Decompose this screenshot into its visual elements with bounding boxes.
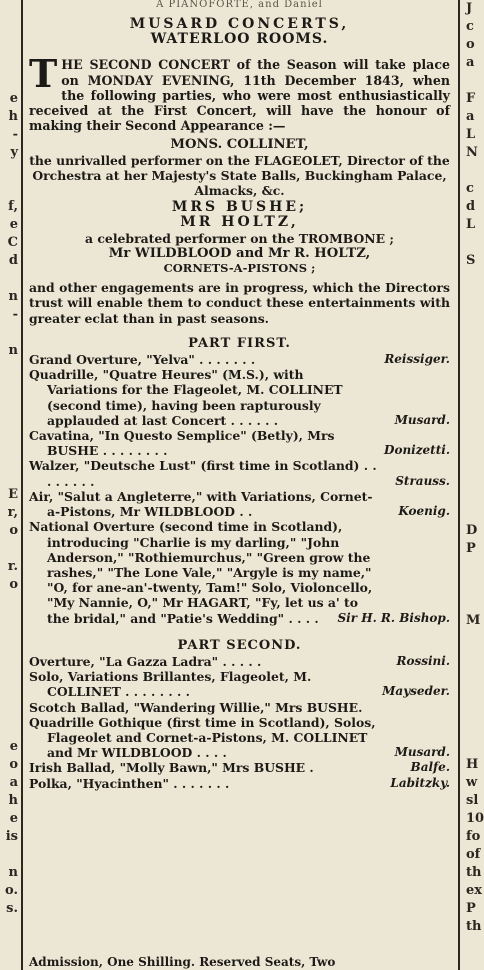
programme-item (29, 428, 450, 458)
column-fragment-char: N (466, 145, 478, 160)
column-fragment-char: o (9, 577, 18, 592)
performer-description: a celebrated performer on the TROMBONE ; (85, 230, 394, 246)
programme-item (29, 776, 450, 791)
column-fragment-char (466, 504, 480, 522)
column-fragment-char: h (8, 109, 18, 124)
performer-description: CORNETS-A-PISTONS ; (163, 261, 316, 276)
column-fragment-char: a (466, 55, 475, 70)
composer-name: Donizetti. (384, 443, 450, 458)
column-fragment-char (466, 594, 480, 612)
programme-item-text: Scotch Ballad, "Wandering Willie," Mrs BUSHE. (29, 699, 363, 715)
column-fragment-char: 10 (466, 811, 484, 826)
column-fragment-char (0, 324, 18, 342)
column-fragment-char (0, 846, 18, 864)
drop-cap: T (29, 51, 58, 97)
programme-item (29, 760, 450, 775)
intro-text: HE SECOND CONCERT of the Season will take place on MONDAY EVENING, 11th December 1843, when the following parties, who were most enthusiastically received at the First Concert, will have the honour of making their Second Appearance :— (29, 57, 450, 134)
column-fragment-char (0, 468, 18, 486)
part-first-programme (29, 352, 450, 626)
composer-name: Rossini. (396, 653, 450, 668)
column-fragment-char (0, 0, 18, 18)
composer-name: Strauss. (395, 473, 450, 488)
column-fragment-char (0, 648, 18, 666)
column-fragment-char: ex (466, 883, 483, 898)
column-fragment-char (0, 72, 18, 90)
column-fragment-char: E (8, 487, 18, 502)
column-fragment-char (0, 666, 18, 684)
column-fragment-char: o (9, 523, 18, 538)
column-fragment-char (0, 450, 18, 468)
composer-name: Koenig. (398, 504, 450, 519)
column-fragment-char (466, 450, 480, 468)
column-fragment-char: r. (7, 559, 18, 574)
column-fragment-char: d (8, 253, 18, 268)
column-fragment-char: c (466, 19, 474, 34)
column-fragment-char (466, 396, 480, 414)
column-fragment-char (466, 684, 480, 702)
column-fragment-char (466, 720, 480, 738)
column-fragment-char: S (466, 253, 476, 268)
performer-name: MR HOLTZ, (180, 214, 299, 231)
programme-item (29, 519, 450, 625)
column-fragment-char (466, 306, 480, 324)
column-fragment-char: P (466, 541, 476, 556)
concert-advertisement (29, 0, 450, 791)
column-rule-left (21, 0, 23, 970)
programme-item-text: Quadrille, "Quatre Heures" (M.S.), with Variations for the Flageolet, M. COLLINET (second time), having been rapturously applauded at last Concert . . . . . . (29, 367, 343, 428)
column-fragment-char: M (466, 613, 481, 628)
column-fragment-char: L (466, 217, 476, 232)
programme-item (29, 367, 450, 428)
column-fragment-char: e (9, 739, 18, 754)
column-fragment-char: H (466, 757, 479, 772)
column-fragment-char (466, 486, 480, 504)
column-fragment-char (0, 54, 18, 72)
column-rule-right (458, 0, 460, 970)
ad-title: MUSARD CONCERTS, (129, 16, 350, 32)
programme-item (29, 489, 450, 519)
performer-name: MRS BUSHE; (171, 199, 308, 216)
column-fragment-char (466, 630, 480, 648)
column-fragment-char (466, 162, 480, 180)
column-fragment-char (466, 558, 480, 576)
column-fragment-char: e (9, 217, 18, 232)
ad-subtitle: WATERLOO ROOMS. (150, 31, 329, 48)
column-fragment-char: of (466, 847, 481, 862)
column-fragment-char: r, (7, 505, 18, 520)
column-fragment-char (466, 738, 480, 756)
column-fragment-char: - (12, 307, 18, 322)
column-fragment-char (466, 360, 480, 378)
column-fragment-char: sl (466, 793, 479, 808)
column-fragment-char (0, 720, 18, 738)
column-fragment-char (0, 36, 18, 54)
performer-description: the unrivalled performer on the FLAGEOLET, Director of the Orchestra at her Majesty's State Balls, Buckingham Palace, Almacks, &c. (29, 152, 450, 199)
column-fragment-char: P (466, 901, 476, 916)
column-fragment-char: D (466, 523, 478, 538)
programme-item-text: Walzer, "Deutsche Lust" (first time in Scotland) . . . . . . . . (29, 458, 377, 489)
column-fragment-char: o (466, 37, 475, 52)
programme-item (29, 352, 450, 367)
column-fragment-char: n (8, 289, 18, 304)
column-fragment-char: n (8, 343, 18, 358)
performer-name: Mr WILDBLOOD and Mr R. HOLTZ, (108, 245, 371, 261)
column-fragment-char: o (9, 757, 18, 772)
column-fragment-char (0, 432, 18, 450)
column-fragment-char: is (5, 829, 18, 844)
column-fragment-char (0, 540, 18, 558)
previous-ad-fragment: A PIANOFORTE, and Daniel (156, 0, 323, 10)
programme-item-text: National Overture (second time in Scotland), introducing "Charlie is my darling," "John Anderson," "Rothiemurchus," "Green grow the rashes," "The Lone Vale," "Argyle is my name," "O, for ane-an'-twenty, Tam!" Solo, Violoncello, "My Nannie, O," Mr HAGART, "Fy, let us a' to the bridal," and "Patie's Wedding" . . . . (29, 519, 373, 626)
column-fragment-char (0, 162, 18, 180)
column-fragment-char (466, 576, 480, 594)
programme-item-text: Grand Overture, "Yelva" . . . . . . . (29, 352, 256, 368)
programme-item-text: Quadrille Gothique (first time in Scotland), Solos, Flageolet and Cornet-a-Pistons, M. COLLINET and Mr WILDBLOOD . . . . (29, 714, 376, 761)
programme-item-text: Cavatina, "In Questo Semplice" (Betly), Mrs BUSHE . . . . . . . . (29, 428, 335, 459)
programme-item-text: Air, "Salut a Angleterre," with Variations, Cornet-a-Pistons, Mr WILDBLOOD . . (29, 488, 373, 520)
programme-item-text: Irish Ballad, "Molly Bawn," Mrs BUSHE . (29, 760, 314, 776)
composer-name: Balfe. (410, 760, 450, 775)
part-second-programme (29, 654, 450, 791)
programme-item-text: Overture, "La Gazza Ladra" . . . . . (29, 653, 262, 669)
column-fragment-char (466, 468, 480, 486)
column-fragment-char: e (9, 91, 18, 106)
column-fragment-char (466, 666, 480, 684)
right-column-fragment (462, 0, 484, 970)
programme-item-text: Solo, Variations Brillantes, Flageolet, M. COLLINET . . . . . . . . (29, 669, 312, 700)
column-fragment-char: a (466, 109, 475, 124)
composer-name: Musard. (394, 745, 450, 760)
column-fragment-char: d (466, 199, 476, 214)
column-fragment-char (466, 648, 480, 666)
column-fragment-char (466, 702, 480, 720)
column-fragment-char: - (12, 127, 18, 142)
column-fragment-char (0, 612, 18, 630)
left-column-fragment (0, 0, 20, 970)
column-fragment-char: C (7, 235, 18, 250)
footer-fragment: Admission, One Shilling. Reserved Seats, Two (29, 955, 336, 969)
column-fragment-char: w (466, 775, 478, 790)
column-fragment-char (0, 630, 18, 648)
column-fragment-char: th (466, 865, 482, 880)
composer-name: Mayseder. (382, 684, 450, 699)
composer-name: Labitzky. (390, 775, 450, 790)
column-fragment-char: L (466, 127, 476, 142)
column-fragment-char (0, 594, 18, 612)
column-fragment-char (0, 180, 18, 198)
column-fragment-char (0, 684, 18, 702)
column-fragment-char: th (466, 919, 482, 934)
programme-item (29, 715, 450, 761)
column-fragment-char (0, 702, 18, 720)
column-fragment-char (0, 414, 18, 432)
column-fragment-char: e (9, 811, 18, 826)
column-fragment-char: J (466, 1, 473, 16)
part-first-heading: PART FIRST. (188, 335, 291, 351)
part-second-heading: PART SECOND. (177, 637, 302, 653)
column-fragment-char (466, 378, 480, 396)
column-fragment-char (466, 432, 480, 450)
programme-item-text: Polka, "Hyacinthen" . . . . . . . (29, 775, 230, 791)
column-fragment-char: fo (466, 829, 481, 844)
column-fragment-char (0, 270, 18, 288)
column-fragment-char (466, 342, 480, 360)
composer-name: Sir H. R. Bishop. (337, 610, 450, 625)
column-fragment-char (0, 378, 18, 396)
column-fragment-char: c (466, 181, 474, 196)
column-fragment-char (0, 18, 18, 36)
column-fragment-char (466, 72, 480, 90)
column-fragment-char: n (8, 865, 18, 880)
column-fragment-char: F (466, 91, 476, 106)
programme-item (29, 669, 450, 699)
column-fragment-char: f, (8, 199, 18, 214)
column-fragment-char: o. (5, 883, 18, 898)
column-fragment-char: s. (6, 901, 18, 916)
intro-paragraph (29, 51, 450, 134)
column-fragment-char (0, 360, 18, 378)
column-fragment-char: h (8, 793, 18, 808)
column-fragment-char (466, 234, 480, 252)
column-fragment-char: a (9, 775, 18, 790)
performer-name: MONS. COLLINET, (170, 137, 309, 153)
column-fragment-char: y (10, 145, 18, 160)
column-fragment-char (466, 324, 480, 342)
programme-item (29, 458, 450, 488)
programme-item (29, 700, 450, 715)
column-fragment-char (466, 414, 480, 432)
column-fragment-char (466, 288, 480, 306)
column-fragment-char (466, 270, 480, 288)
programme-item (29, 654, 450, 669)
closing-paragraph: and other engagements are in progress, which the Directors trust will enable them to conduct these entertainments with greater eclat than in past seasons. (29, 280, 450, 326)
composer-name: Reissiger. (384, 352, 450, 367)
composer-name: Musard. (394, 412, 450, 427)
column-fragment-char (0, 396, 18, 414)
